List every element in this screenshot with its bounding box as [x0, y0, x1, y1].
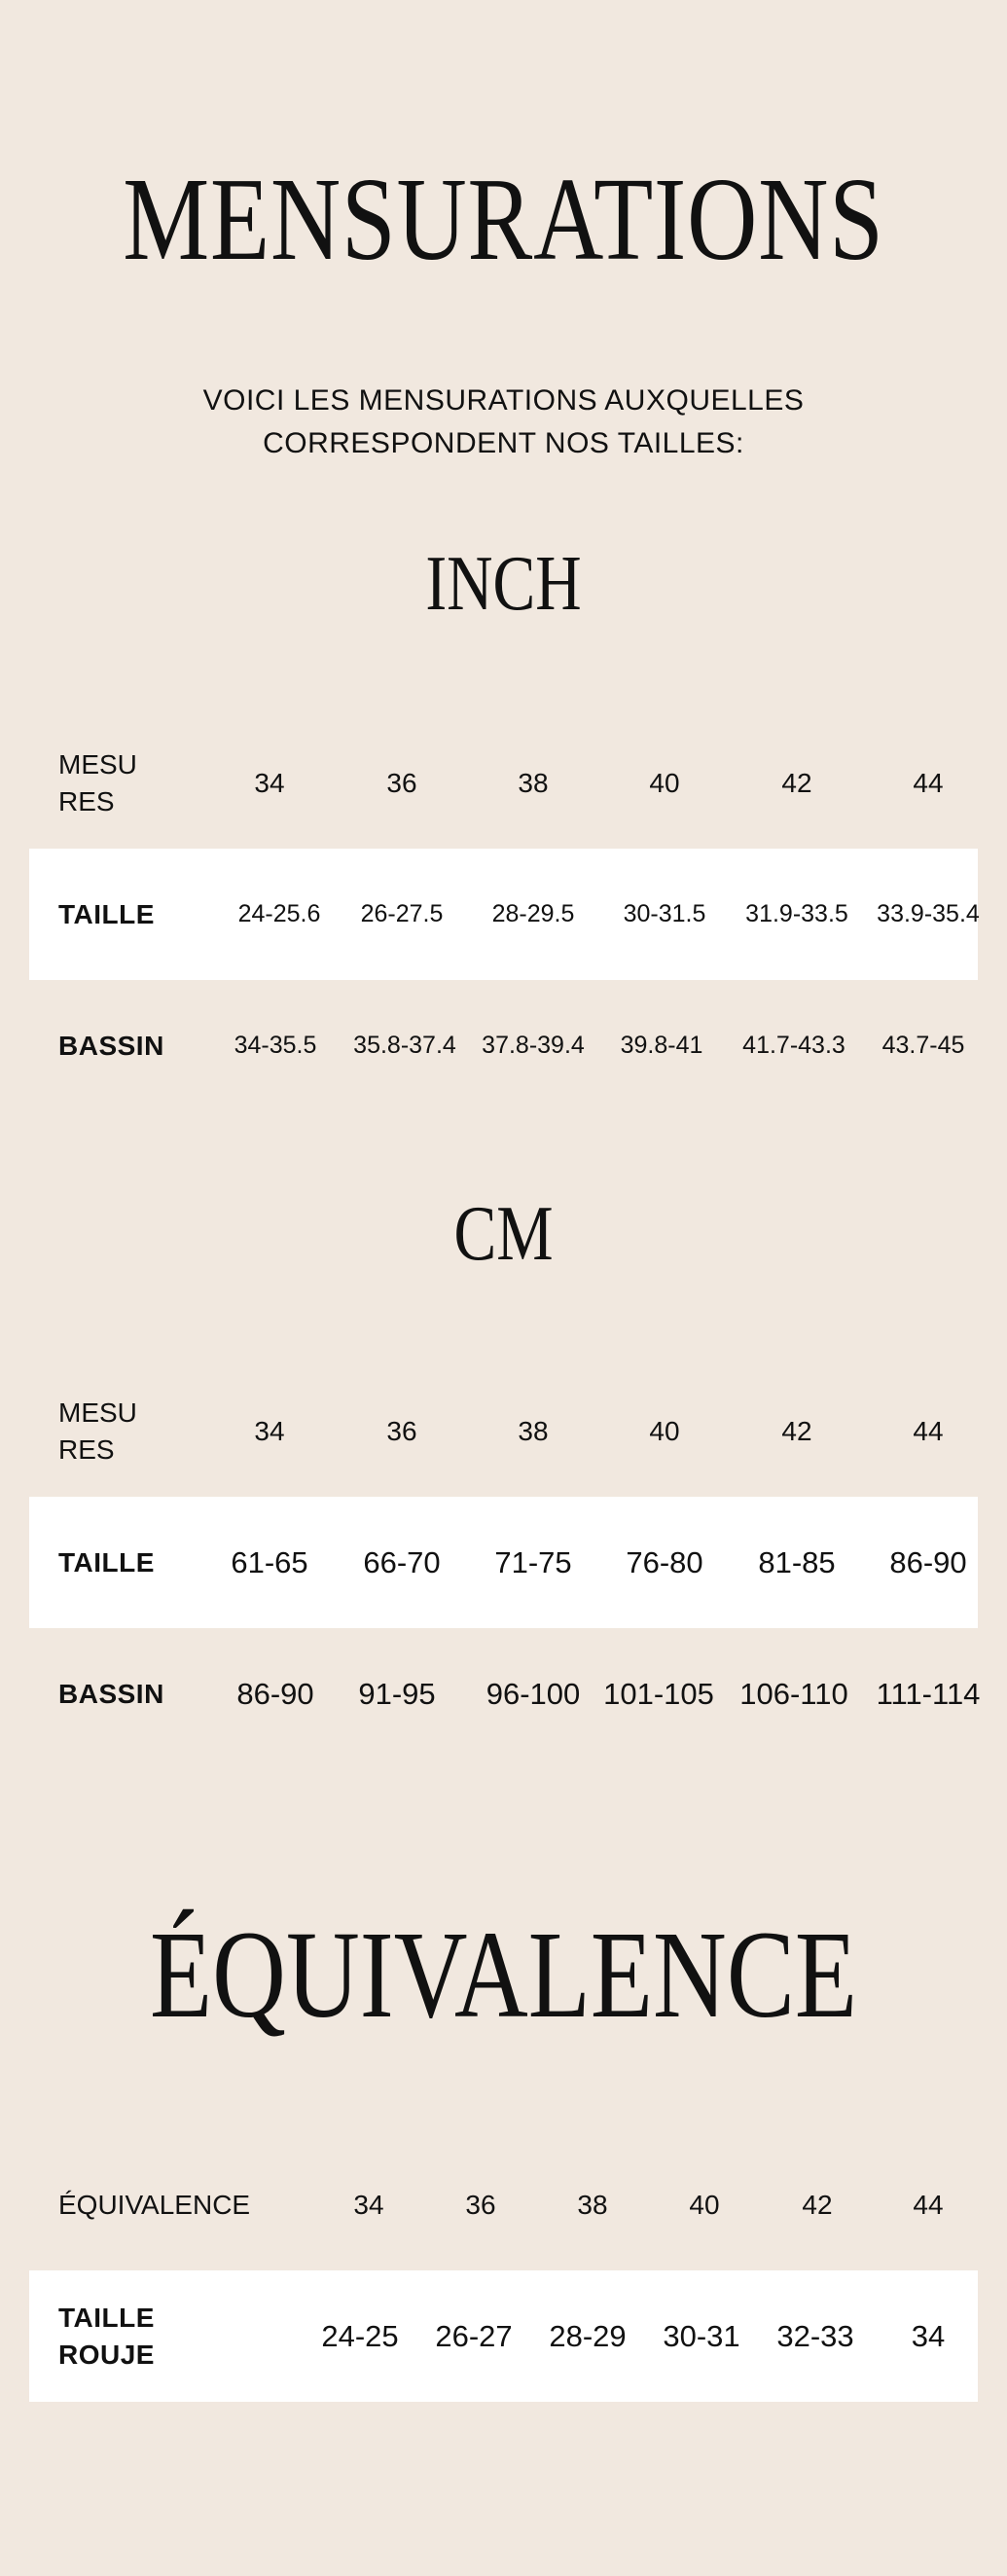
- cm-table: [29, 1365, 981, 1760]
- inch-bassin-cell: 35.8-37.4: [353, 1032, 456, 1059]
- equivalence-size-38: 38: [577, 2189, 608, 2220]
- intro-line-2: CORRESPONDENT NOS TAILLES:: [263, 427, 744, 459]
- cm-header-label-1: MESU: [58, 1397, 137, 1428]
- inch-taille-cell: 33.9-35.4: [877, 900, 980, 927]
- cm-bassin-cell: 111-114: [876, 1676, 981, 1711]
- equivalence-cell: 24-25: [321, 2318, 399, 2353]
- equivalence-table: [29, 2139, 978, 2402]
- cm-bassin-cell: 106-110: [739, 1676, 848, 1711]
- cm-bassin-label: BASSIN: [58, 1678, 164, 1709]
- inch-size-36: 36: [386, 767, 417, 798]
- inch-size-38: 38: [518, 767, 549, 798]
- cm-taille-cell: 71-75: [494, 1544, 572, 1579]
- cm-taille-cell: 61-65: [231, 1544, 308, 1579]
- inch-bassin-cell: 34-35.5: [234, 1032, 317, 1059]
- cm-bassin-cell: 86-90: [236, 1676, 314, 1711]
- equivalence-section-title: ÉQUIVALENCE: [150, 1905, 857, 2044]
- cm-header-label-2: RES: [58, 1433, 115, 1465]
- cm-size-44: 44: [913, 1415, 944, 1446]
- equivalence-size-40: 40: [689, 2189, 720, 2220]
- inch-size-42: 42: [781, 767, 812, 798]
- equivalence-size-34: 34: [353, 2189, 384, 2220]
- cm-size-34: 34: [254, 1415, 285, 1446]
- inch-bassin-row: [29, 980, 978, 1111]
- inch-size-34: 34: [254, 767, 285, 798]
- inch-table: [29, 717, 978, 1111]
- cm-header-label: [58, 1395, 137, 1469]
- cm-taille-label: TAILLE: [58, 1546, 155, 1578]
- equivalence-row-label: [58, 2300, 155, 2374]
- inch-section-title: INCH: [425, 541, 582, 627]
- inch-bassin-cell: 41.7-43.3: [742, 1032, 845, 1059]
- inch-taille-cell: 26-27.5: [360, 900, 444, 927]
- equivalence-taille-row: [29, 2270, 978, 2402]
- inch-taille-label: TAILLE: [58, 898, 155, 929]
- inch-bassin-cell: 43.7-45: [881, 1032, 965, 1059]
- cm-taille-cell: 66-70: [363, 1544, 441, 1579]
- page-title: MENSURATIONS: [123, 154, 884, 285]
- cm-size-36: 36: [386, 1415, 417, 1446]
- inch-header-label-2: RES: [58, 785, 115, 816]
- inch-header-label: [58, 746, 137, 820]
- inch-taille-cell: 31.9-33.5: [745, 900, 848, 927]
- equivalence-size-42: 42: [802, 2189, 833, 2220]
- inch-size-44: 44: [913, 767, 944, 798]
- equivalence-row-label-1: TAILLE: [58, 2302, 155, 2333]
- inch-taille-cell: 24-25.6: [237, 900, 321, 927]
- inch-header-row: [29, 717, 978, 849]
- cm-size-42: 42: [781, 1415, 812, 1446]
- cm-bassin-row: [29, 1628, 981, 1760]
- equivalence-size-44: 44: [913, 2189, 944, 2220]
- cm-bassin-cell: 96-100: [486, 1676, 581, 1711]
- inch-size-40: 40: [649, 767, 680, 798]
- equivalence-row-label-2: ROUJE: [58, 2339, 155, 2370]
- inch-taille-row: [29, 849, 978, 980]
- inch-bassin-cell: 39.8-41: [620, 1032, 703, 1059]
- equivalence-cell: 30-31: [663, 2318, 740, 2353]
- cm-taille-row: [29, 1497, 978, 1628]
- cm-taille-cell: 81-85: [758, 1544, 836, 1579]
- equivalence-cell: 32-33: [776, 2318, 854, 2353]
- inch-bassin-label: BASSIN: [58, 1030, 164, 1061]
- cm-taille-cell: 76-80: [626, 1544, 703, 1579]
- inch-header-label-1: MESU: [58, 748, 137, 780]
- equivalence-cell: 28-29: [549, 2318, 627, 2353]
- intro-text: [0, 380, 1007, 465]
- cm-taille-cell: 86-90: [889, 1544, 967, 1579]
- cm-bassin-cell: 91-95: [358, 1676, 436, 1711]
- cm-size-38: 38: [518, 1415, 549, 1446]
- cm-section-title: CM: [453, 1191, 554, 1277]
- inch-bassin-cell: 37.8-39.4: [482, 1032, 585, 1059]
- cm-header-row: [29, 1365, 978, 1497]
- equivalence-cell: 26-27: [435, 2318, 513, 2353]
- inch-taille-cell: 30-31.5: [623, 900, 706, 927]
- equivalence-cell: 34: [911, 2318, 946, 2353]
- cm-bassin-cell: 101-105: [603, 1676, 714, 1711]
- cm-size-40: 40: [649, 1415, 680, 1446]
- equivalence-header-label: ÉQUIVALENCE: [58, 2189, 251, 2220]
- equivalence-size-36: 36: [465, 2189, 496, 2220]
- inch-taille-cell: 28-29.5: [491, 900, 575, 927]
- equivalence-header-row: [29, 2139, 978, 2270]
- intro-line-1: VOICI LES MENSURATIONS AUXQUELLES: [202, 384, 805, 417]
